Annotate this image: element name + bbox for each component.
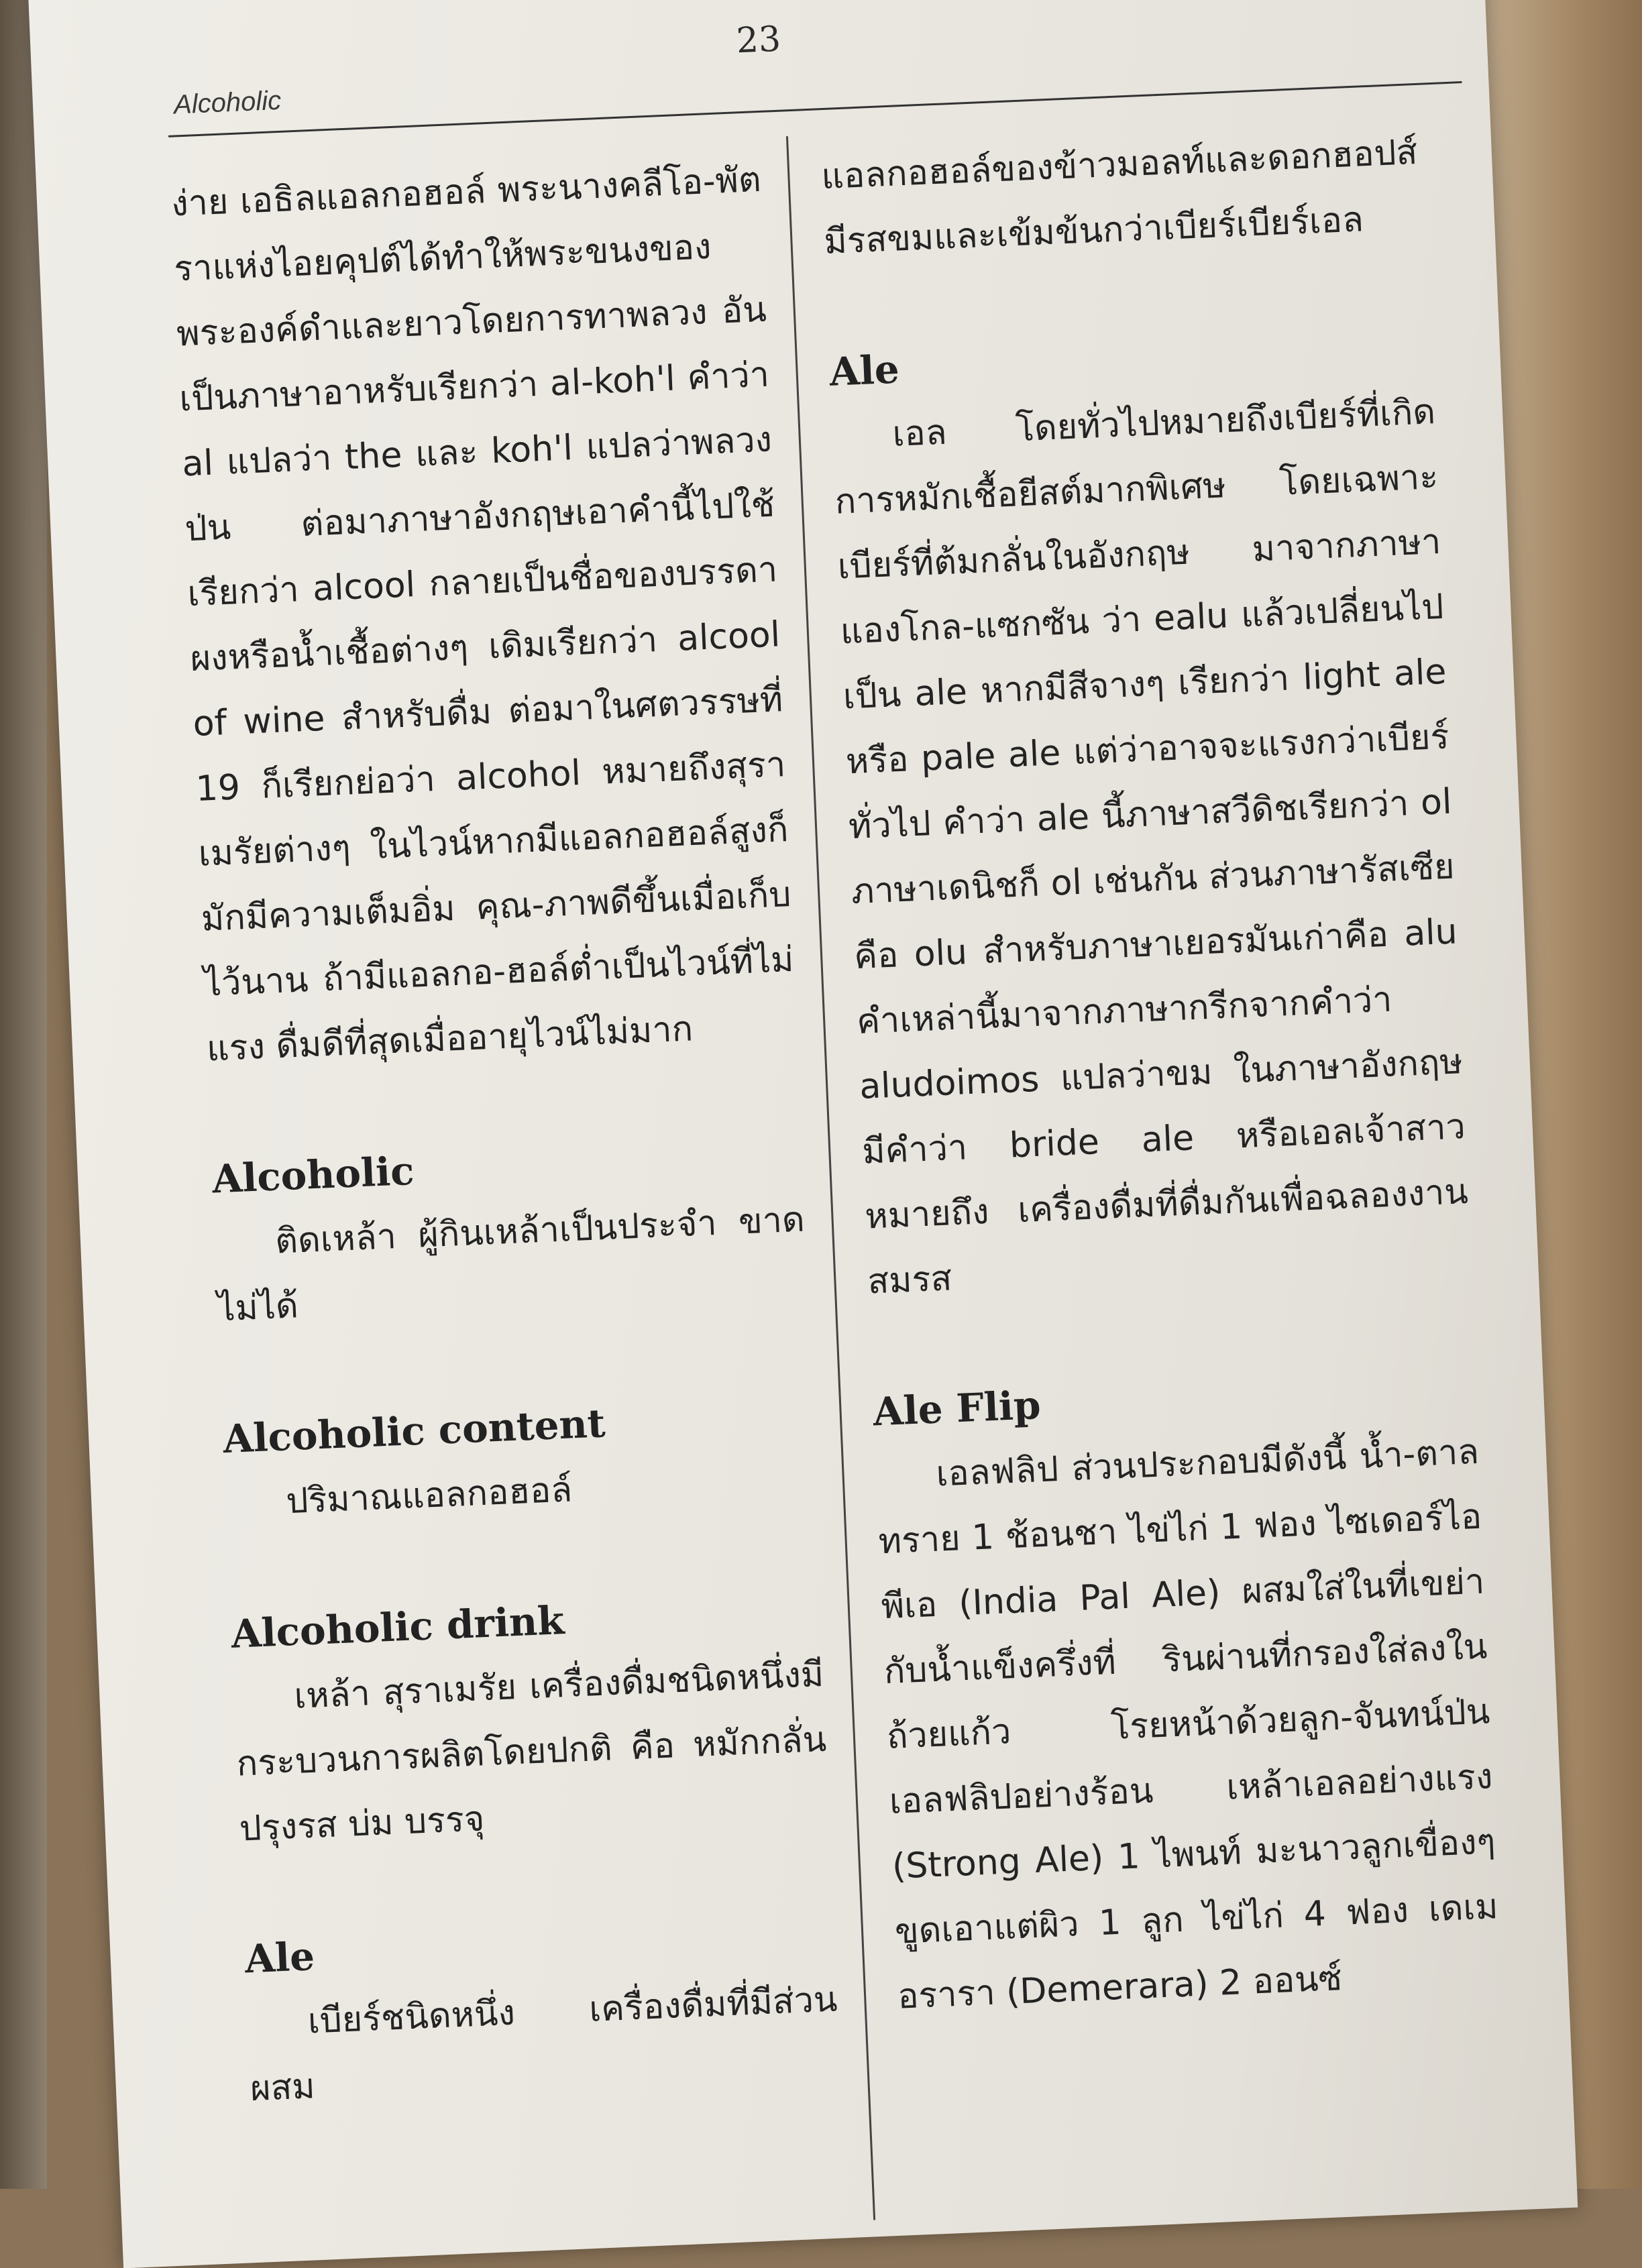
continued-text: ง่าย เอธิลแอลกอฮอล์ พระนางคลีโอ-พัตราแห่งไอยคุปต์ได้ทำให้พระขนงของพระองค์ดำและยาวโดยการทาพลวง อันเป็นภาษาอาหรับเรียกว่า al-koh'l คำว่า al แปลว่า the และ koh'l แปลว่าพลวงป่น ต่อมาภาษาอังกฤษเอาคำนี้ไปใช้เรียกว่า alcool กลายเป็นชื่อของบรรดาผงหรือน้ำเชื้อต่างๆ เดิมเรียกว่า alcool of wine สำหรับดื่ม ต่อมาในศตวรรษที่ 19 ก็เรียกย่อว่า alcohol หมายถึงสุราเมรัยต่างๆ ในไวน์หากมีแอลกอฮอล์สูงก็มักมีความเต็มอิ่ม คุณ-ภาพดีขึ้นเมื่อเก็บไว้นาน ถ้ามีแอลกอ-ฮอล์ต่ำเป็นไวน์ที่ไม่แรง ดื่มดีที่สุดเมื่ออายุไวน์ไม่มาก bbox=[170, 159, 795, 1070]
continued-paragraph bbox=[820, 119, 1428, 275]
dictionary-entry bbox=[872, 1355, 1502, 2030]
dictionary-entry bbox=[230, 1577, 830, 1862]
definition: เบียร์ชนิดหนึ่ง เครื่องดื่มที่มีส่วนผสม bbox=[249, 1979, 838, 2110]
book-page bbox=[28, 0, 1578, 2268]
running-head-left: Alcoholic bbox=[173, 85, 282, 120]
definition: เอล โดยทั่วไปหมายถึงเบียร์ที่เกิดการหมักเชื้อยีสต์มากพิเศษ โดยเฉพาะเบียร์ที่ต้มกลั่นในอังกฤษ มาจากภาษาแองโกล-แซกซัน ว่า ealu แล้วเปลี่ยนไปเป็น ale หากมีสีจางๆ เรียกว่า light ale หรือ pale ale แต่ว่าอาจจะแรงกว่าเบียร์ทั่วไป คำว่า ale นี้ภาษาสวีดิชเรียกว่า ol ภาษาเดนิชก็ ol เช่นกัน ส่วนภาษารัสเซียคือ olu สำหรับภาษาเยอรมันเก่าคือ alu คำเหล่านี้มาจากภาษากรีกจากคำว่า aludoimos แปลว่าขม ในภาษาอังกฤษมีคำว่า bride ale หรือเอลเจ้าสาว หมายถึง เครื่องดื่มที่ดื่มกันเพื่อฉลองงานสมรส bbox=[834, 392, 1469, 1302]
headword: Alcoholic bbox=[211, 1147, 415, 1202]
definition: เอลฟลิป ส่วนประกอบมีดังนี้ น้ำ-ตาลทราย 1 ช้อนชา ไข่ไก่ 1 ฟอง ไซเดอร์ไอพีเอ (India Pal Ale) ผสมใส่ในที่เขย่ากับน้ำแข็งครึ่งที่ รินผ่านที่กรองใส่ลงในถ้วยแก้ว โรยหน้าด้วยลูก-จันทน์ป่น เอลฟลิปอย่างร้อน เหล้าเอลอย่างแรง (Strong Ale) 1 ไพนท์ มะนาวลูกเขื่องๆ ขูดเอาแต่ผิว 1 ลูก ไข่ไก่ 4 ฟอง เดเมอรารา (Demerara) 2 ออนซ์ bbox=[877, 1431, 1499, 2017]
right-column bbox=[820, 119, 1504, 2094]
background-left bbox=[0, 0, 47, 2189]
definition: ติดเหล้า ผู้กินเหล้าเป็นประจำ ขาดไม่ได้ bbox=[217, 1199, 806, 1330]
definition: ปริมาณแอลกอฮอล์ bbox=[285, 1469, 573, 1522]
continued-text: แอลกอฮอล์ของข้าวมอลท์และดอกฮอปส์ มีรสขมและเข้มข้นกว่าเบียร์เบียร์เอล bbox=[820, 131, 1419, 263]
page-number: 23 bbox=[735, 19, 782, 62]
headword: Ale Flip bbox=[872, 1382, 1042, 1435]
headword: Ale bbox=[828, 346, 900, 395]
headword: Ale bbox=[243, 1933, 316, 1982]
dictionary-entry bbox=[222, 1382, 817, 1537]
definition: เหล้า สุราเมรัย เครื่องดื่มชนิดหนึ่งมีกระบวนการผลิตโดยปกติ คือ หมักกลั่น ปรุงรส บ่ม บรรจุ bbox=[235, 1654, 828, 1850]
dictionary-entry bbox=[211, 1123, 808, 1343]
left-column bbox=[170, 148, 844, 2187]
continued-paragraph bbox=[170, 148, 798, 1082]
headword: Alcoholic content bbox=[222, 1400, 606, 1463]
dictionary-entry bbox=[243, 1903, 841, 2122]
dictionary-entry bbox=[828, 315, 1472, 1314]
headword: Alcoholic drink bbox=[230, 1597, 565, 1657]
